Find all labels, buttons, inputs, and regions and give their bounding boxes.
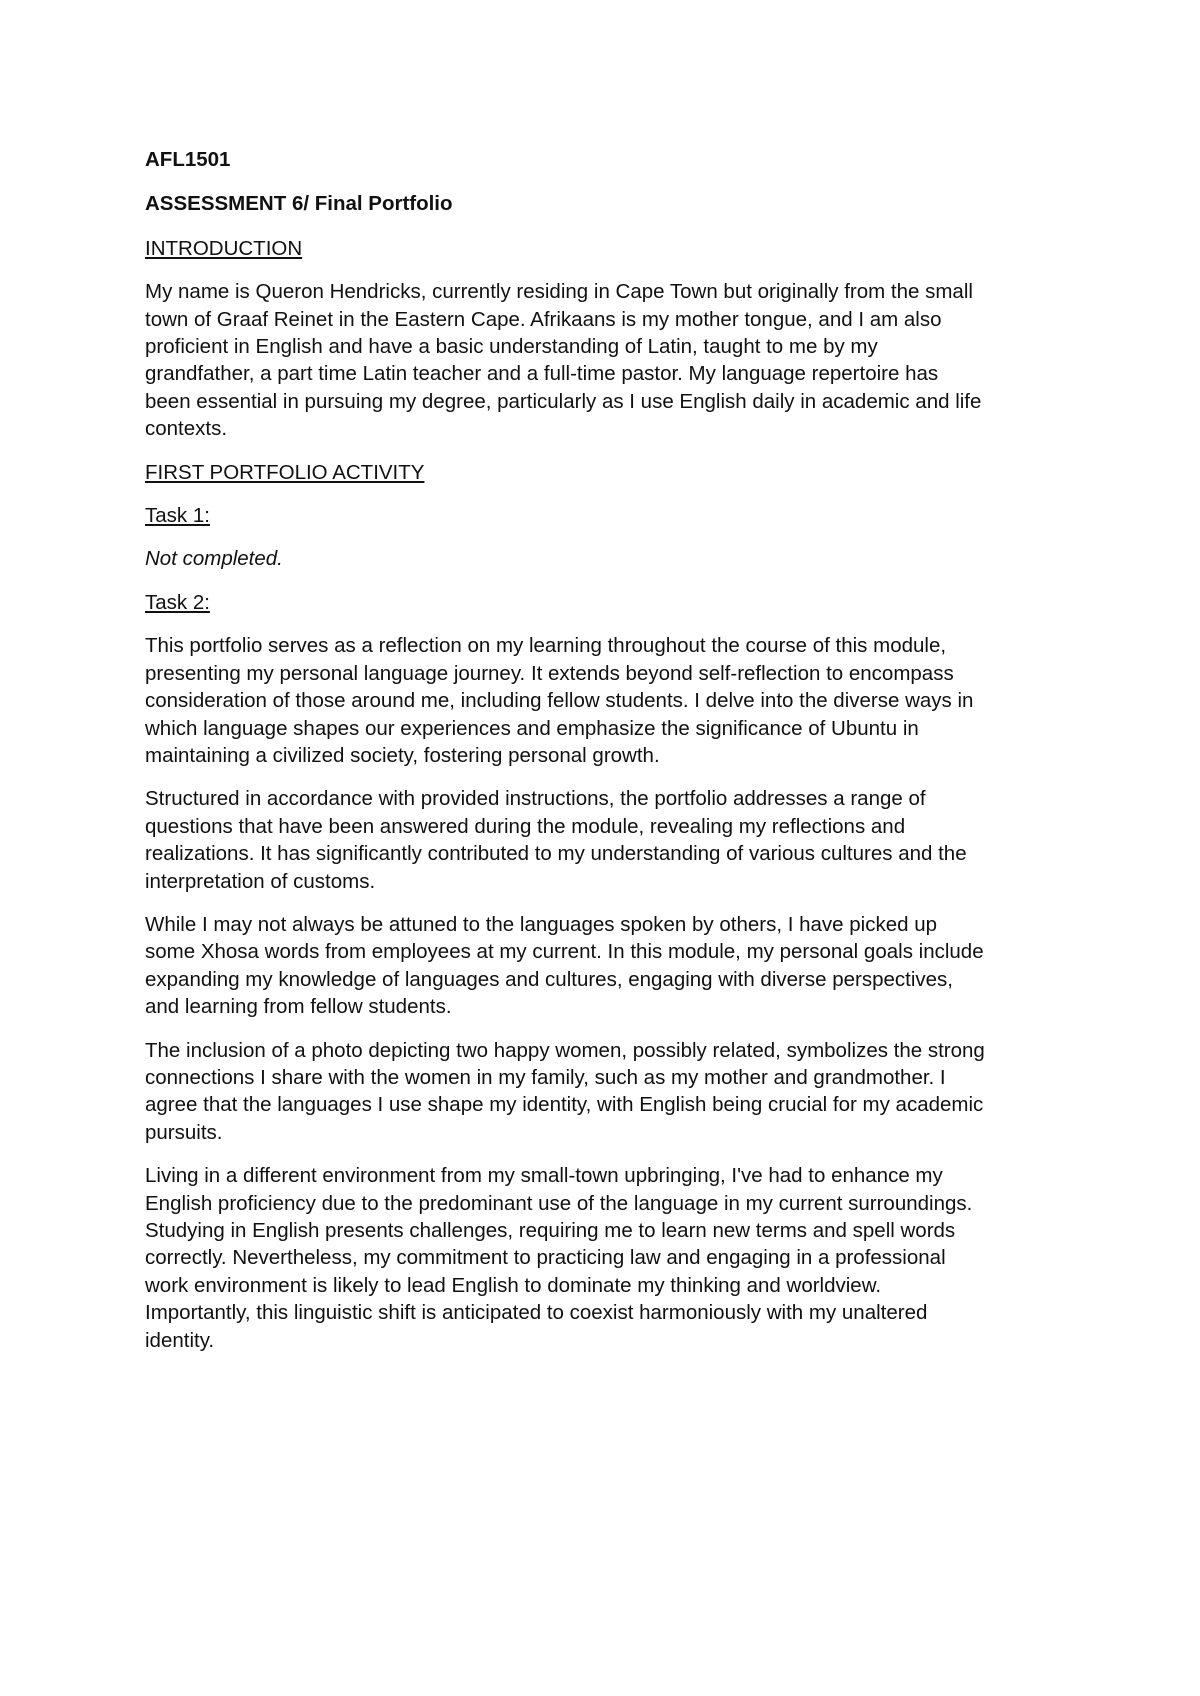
paragraph-line: agree that the languages I use shape my identity, with English being crucial for my academic bbox=[145, 1093, 984, 1117]
paragraph-line: work environment is likely to lead English to dominate my thinking and worldview. bbox=[145, 1273, 882, 1297]
task2-paragraph-3 bbox=[145, 911, 1065, 1021]
paragraph-line: Importantly, this linguistic shift is anticipated to coexist harmoniously with my unaltered bbox=[145, 1301, 928, 1325]
paragraph-line: connections I share with the women in my family, such as my mother and grandmother. I bbox=[145, 1065, 946, 1089]
paragraph-line: realizations. It has significantly contributed to my understanding of various cultures and the bbox=[145, 842, 967, 866]
introduction-paragraph bbox=[145, 278, 1065, 442]
paragraph-line: some Xhosa words from employees at my current. In this module, my personal goals include bbox=[145, 940, 984, 964]
paragraph-line: been essential in pursuing my degree, particularly as I use English daily in academic and life bbox=[145, 389, 982, 413]
paragraph-line: While I may not always be attuned to the languages spoken by others, I have picked up bbox=[145, 912, 938, 936]
assessment-title: ASSESSMENT 6/ Final Portfolio bbox=[145, 192, 453, 216]
paragraph-line: proficient in English and have a basic understanding of Latin, taught to me by my bbox=[145, 335, 878, 359]
document-body bbox=[145, 146, 1065, 1354]
paragraph-line: interpretation of customs. bbox=[145, 869, 376, 893]
paragraph-line: expanding my knowledge of languages and cultures, engaging with diverse perspectives, bbox=[145, 967, 953, 991]
task2-paragraph-5 bbox=[145, 1162, 1065, 1354]
paragraph-line: Studying in English presents challenges, requiring me to learn new terms and spell words bbox=[145, 1219, 956, 1242]
paragraph-line: maintaining a civilized society, fostering personal growth. bbox=[145, 743, 660, 767]
paragraph-line: English proficiency due to the predominant use of the language in my current surroundings. bbox=[145, 1191, 973, 1215]
paragraph-line: consideration of those around me, including fellow students. I delve into the diverse ways in bbox=[145, 689, 974, 713]
paragraph-line: Living in a different environment from my small-town upbringing, I've had to enhance my bbox=[145, 1164, 943, 1188]
first-activity-heading: FIRST PORTFOLIO ACTIVITY bbox=[145, 460, 425, 484]
paragraph-line: and learning from fellow students. bbox=[145, 995, 452, 1019]
paragraph-line: pursuits. bbox=[145, 1120, 223, 1144]
paragraph-line: town of Graaf Reinet in the Eastern Cape. Afrikaans is my mother tongue, and I am also bbox=[145, 307, 942, 331]
task1-heading: Task 1: bbox=[145, 504, 210, 528]
paragraph-line: identity. bbox=[145, 1328, 215, 1352]
paragraph-line: contexts. bbox=[145, 417, 228, 441]
paragraph-line: My name is Queron Hendricks, currently residing in Cape Town but originally from the small bbox=[145, 280, 973, 304]
course-code: AFL1501 bbox=[145, 148, 231, 171]
paragraph-line: grandfather, a part time Latin teacher and a full-time pastor. My language repertoire has bbox=[145, 362, 939, 386]
introduction-heading: INTRODUCTION bbox=[145, 236, 303, 260]
paragraph-line: which language shapes our experiences and emphasize the significance of Ubuntu in bbox=[145, 716, 919, 740]
paragraph-line: presenting my personal language journey. It extends beyond self-reflection to encompass bbox=[145, 661, 954, 685]
task2-heading: Task 2: bbox=[145, 590, 210, 614]
task2-paragraph-4 bbox=[145, 1037, 1065, 1147]
task2-paragraph-1 bbox=[145, 632, 1065, 769]
paragraph-line: The inclusion of a photo depicting two happy women, possibly related, symbolizes the strong bbox=[145, 1038, 985, 1062]
task2-paragraph-2 bbox=[145, 785, 1065, 895]
paragraph-line: questions that have been answered during the module, revealing my reflections and bbox=[145, 814, 906, 838]
paragraph-line: This portfolio serves as a reflection on my learning throughout the course of this module, bbox=[145, 634, 947, 658]
task1-status: Not completed. bbox=[145, 547, 283, 571]
paragraph-line: Structured in accordance with provided instructions, the portfolio addresses a range of bbox=[145, 787, 926, 811]
paragraph-line: correctly. Nevertheless, my commitment to practicing law and engaging in a professional bbox=[145, 1246, 946, 1270]
